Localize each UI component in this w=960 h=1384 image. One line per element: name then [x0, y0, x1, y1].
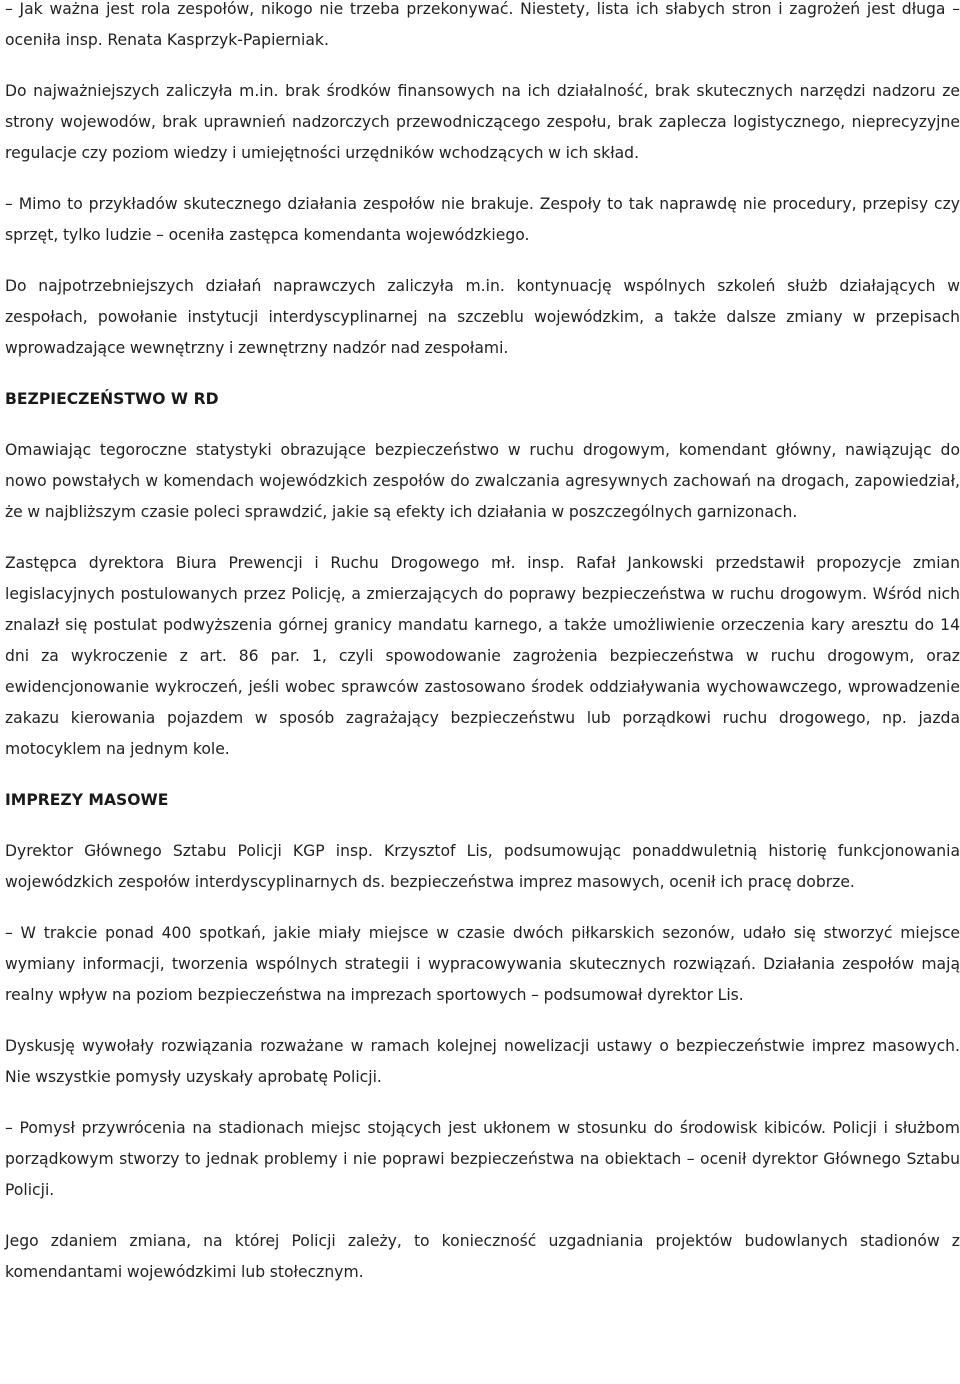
paragraph: Do najpotrzebniejszych działań naprawczych zaliczyła m.in. kontynuację wspólnych szkoleń służb działających w zespołach, powołanie instytucji interdyscyplinarnej na szczeblu wojewódzkim, a także dalsze zmiany w przepisach wprowadzające wewnętrzny i zewnętrzny nadzór nad zespołami.: [5, 277, 960, 357]
paragraph: Dyrektor Głównego Sztabu Policji KGP insp. Krzysztof Lis, podsumowując ponaddwuletnią historię funkcjonowania wojewódzkich zespołów interdyscyplinarnych ds. bezpieczeństwa imprez masowych, ocenił ich pracę dobrze.: [5, 842, 960, 891]
paragraph: – Mimo to przykładów skutecznego działania zespołów nie brakuje. Zespoły to tak naprawdę nie procedury, przepisy czy sprzęt, tylko ludzie – oceniła zastępca komendanta wojewódzkiego.: [5, 195, 960, 244]
paragraph: Jego zdaniem zmiana, na której Policji zależy, to konieczność uzgadniania projektów budowlanych stadionów z komendantami wojewódzkimi lub stołecznym.: [5, 1232, 960, 1281]
paragraph: – W trakcie ponad 400 spotkań, jakie miały miejsce w czasie dwóch piłkarskich sezonów, udało się stworzyć miejsce wymiany informacji, tworzenia wspólnych strategii i wypracowywania skutecznych rozwiązań. Działania zespołów mają realny wpływ na poziom bezpieczeństwa na imprezach sportowych – podsumował dyrektor Lis.: [5, 924, 960, 1004]
paragraph: – Pomysł przywrócenia na stadionach miejsc stojących jest ukłonem w stosunku do środowisk kibiców. Policji i służbom porządkowym stworzy to jednak problemy i nie poprawi bezpieczeństwa na obiektach – ocenił dyrektor Głównego Sztabu Policji.: [5, 1119, 960, 1199]
paragraph: Dyskusję wywołały rozwiązania rozważane w ramach kolejnej nowelizacji ustawy o bezpieczeństwie imprez masowych. Nie wszystkie pomysły uzyskały aprobatę Policji.: [5, 1037, 960, 1086]
section-heading-rd: BEZPIECZEŃSTWO W RD: [5, 390, 219, 408]
paragraph: Omawiając tegoroczne statystyki obrazujące bezpieczeństwo w ruchu drogowym, komendant główny, nawiązując do nowo powstałych w komendach wojewódzkich zespołów do zwalczania agresywnych zachowań na drogach, zapowiedział, że w najbliższym czasie poleci sprawdzić, jakie są efekty ich działania w poszczególnych garnizonach.: [5, 441, 960, 521]
paragraph: Zastępca dyrektora Biura Prewencji i Ruchu Drogowego mł. insp. Rafał Jankowski przedstawił propozycje zmian legislacyjnych postulowanych przez Policję, a zmierzających do poprawy bezpieczeństwa w ruchu drogowym. Wśród nich znalazł się postulat podwyższenia górnej granicy mandatu karnego, a także umożliwienie orzeczenia kary aresztu do 14 dni za wykroczenie z art. 86 par. 1, czyli spowodowanie zagrożenia bezpieczeństwa w ruchu drogowym, oraz ewidencjonowanie wykroczeń, jeśli wobec sprawców zastosowano środek oddziaływania wychowawczego, wprowadzenie zakazu kierowania pojazdem w sposób zagrażający bezpieczeństwu lub porządkowi ruchu drogowego, np. jazda motocyklem na jednym kole.: [5, 554, 960, 758]
article-body: [5, 0, 960, 1308]
paragraph: – Jak ważna jest rola zespołów, nikogo nie trzeba przekonywać. Niestety, lista ich słabych stron i zagrożeń jest długa – oceniła insp. Renata Kasprzyk-Papierniak.: [5, 0, 960, 49]
paragraph: Do najważniejszych zaliczyła m.in. brak środków finansowych na ich działalność, brak skutecznych narzędzi nadzoru ze strony wojewodów, brak uprawnień nadzorczych przewodniczącego zespołu, brak zaplecza logistycznego, nieprecyzyjne regulacje czy poziom wiedzy i umiejętności urzędników wchodzących w ich skład.: [5, 82, 960, 162]
section-heading-imprezy: IMPREZY MASOWE: [5, 791, 169, 809]
